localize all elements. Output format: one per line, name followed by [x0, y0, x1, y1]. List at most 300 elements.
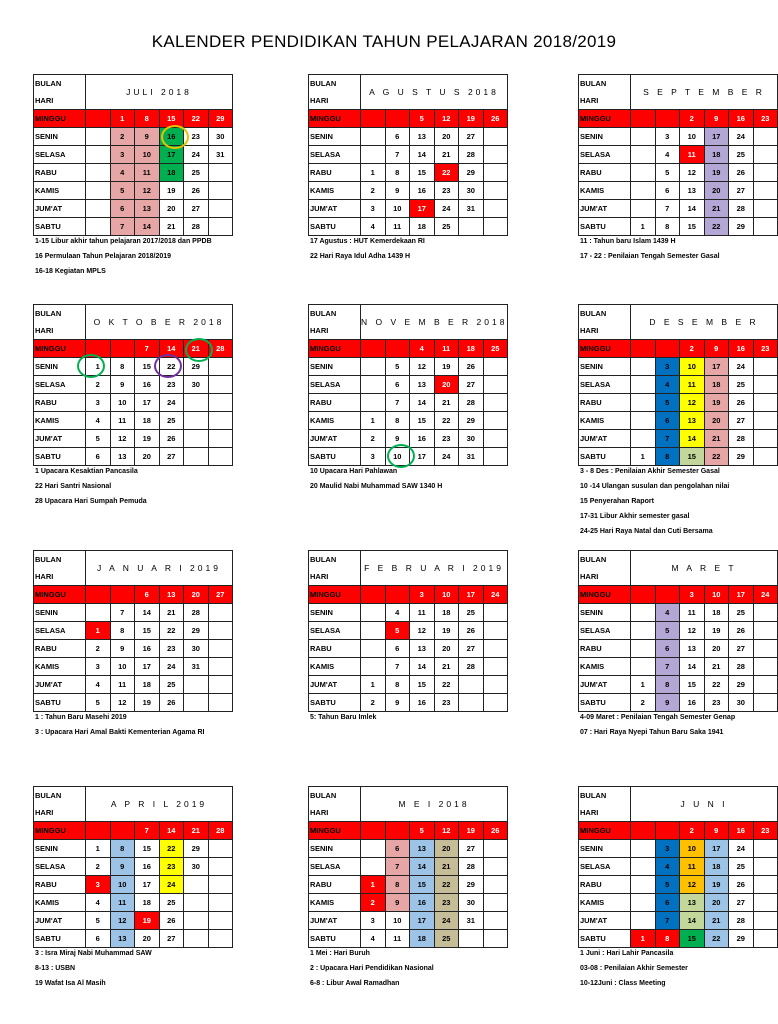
hari-label: HARI: [309, 92, 361, 110]
minggu-date: 7: [135, 340, 160, 358]
bulan-label: BULAN: [34, 551, 86, 569]
date-cell: 8: [655, 448, 680, 466]
date-cell: 2: [361, 182, 386, 200]
day-label: SELASA: [309, 622, 361, 640]
bulan-label: BULAN: [34, 787, 86, 805]
minggu-label: MINGGU: [309, 110, 361, 128]
minggu-blank: [361, 340, 386, 358]
date-cell: 12: [680, 394, 705, 412]
note-line: 2 : Upacara Hari Pendidikan Nasional: [310, 965, 434, 972]
date-cell: 1: [361, 676, 386, 694]
date-cell: 25: [729, 858, 754, 876]
minggu-date: [385, 340, 410, 358]
minggu-date: 2: [680, 822, 705, 840]
date-cell: 15: [135, 358, 160, 376]
date-cell: [208, 358, 233, 376]
date-cell: 25: [729, 604, 754, 622]
date-cell: [208, 930, 233, 948]
date-cell: 22: [704, 218, 729, 236]
date-cell: 24: [434, 200, 459, 218]
date-cell: 24: [159, 658, 184, 676]
minggu-label: MINGGU: [579, 586, 631, 604]
date-cell: 22: [704, 448, 729, 466]
note-line: 6-8 : Libur Awal Ramadhan: [310, 980, 400, 987]
month-name: F E B R U A R I 2019: [361, 551, 508, 586]
date-cell: 8: [110, 622, 135, 640]
minggu-date: 9: [704, 110, 729, 128]
date-cell: [184, 876, 209, 894]
date-cell: 29: [729, 218, 754, 236]
date-cell: 1: [631, 218, 656, 236]
minggu-date: 14: [159, 822, 184, 840]
day-label: SABTU: [579, 694, 631, 712]
note-line: 3 - 8 Des : Penilaian Akhir Semester Gasal: [580, 468, 720, 475]
date-cell: [753, 394, 778, 412]
date-cell: [631, 430, 656, 448]
month-name: J U N I: [631, 787, 778, 822]
date-cell: [753, 894, 778, 912]
date-cell: [631, 128, 656, 146]
day-label: RABU: [309, 876, 361, 894]
note-line: 5: Tahun Baru Imlek: [310, 714, 377, 721]
month-name: M A R E T: [631, 551, 778, 586]
date-cell: 28: [184, 218, 209, 236]
month-table: [578, 74, 778, 236]
date-cell: 1: [86, 622, 111, 640]
month-table: [308, 304, 508, 466]
date-cell: [361, 128, 386, 146]
day-label: SENIN: [579, 604, 631, 622]
date-cell: 15: [680, 930, 705, 948]
date-cell: 5: [655, 164, 680, 182]
day-label: SELASA: [579, 146, 631, 164]
note-line: 8-13 : USBN: [35, 965, 76, 972]
date-cell: [86, 200, 111, 218]
date-cell: 30: [208, 128, 233, 146]
day-label: SABTU: [579, 448, 631, 466]
date-cell: 15: [410, 412, 435, 430]
date-cell: 10: [680, 358, 705, 376]
month-calendar: [33, 74, 243, 240]
date-cell: 2: [361, 694, 386, 712]
date-cell: [631, 182, 656, 200]
day-label: JUM'AT: [34, 912, 86, 930]
day-label: SELASA: [309, 376, 361, 394]
date-cell: 25: [159, 676, 184, 694]
month-notes: [580, 466, 766, 541]
minggu-date: 20: [184, 586, 209, 604]
day-label: JUM'AT: [579, 676, 631, 694]
date-cell: 8: [655, 218, 680, 236]
date-cell: 4: [655, 858, 680, 876]
date-cell: 7: [385, 394, 410, 412]
date-cell: 20: [434, 376, 459, 394]
date-cell: 4: [361, 218, 386, 236]
minggu-label: MINGGU: [34, 110, 86, 128]
month-table: [33, 550, 233, 712]
minggu-blank: [361, 110, 386, 128]
date-cell: [208, 658, 233, 676]
note-line: 19 Wafat Isa Al Masih: [35, 980, 106, 987]
date-cell: 20: [704, 894, 729, 912]
minggu-blank: [361, 586, 386, 604]
date-cell: 4: [385, 604, 410, 622]
date-cell: 14: [680, 200, 705, 218]
minggu-date: 19: [459, 822, 484, 840]
minggu-date: 5: [410, 110, 435, 128]
date-cell: 17: [135, 394, 160, 412]
minggu-date: 17: [459, 586, 484, 604]
date-cell: [483, 676, 508, 694]
date-cell: 11: [680, 376, 705, 394]
date-cell: [361, 640, 386, 658]
date-cell: 18: [135, 412, 160, 430]
month-notes: [580, 948, 766, 993]
date-cell: 6: [385, 376, 410, 394]
note-line: 17 Agustus : HUT Kemerdekaan RI: [310, 238, 425, 245]
minggu-blank: [631, 340, 656, 358]
date-cell: 22: [434, 164, 459, 182]
date-cell: [459, 930, 484, 948]
date-cell: 26: [729, 622, 754, 640]
date-cell: [483, 694, 508, 712]
date-cell: 30: [459, 182, 484, 200]
date-cell: 18: [704, 376, 729, 394]
date-cell: [753, 694, 778, 712]
date-cell: [753, 376, 778, 394]
date-cell: 12: [680, 876, 705, 894]
note-line: 28 Upacara Hari Sumpah Pemuda: [35, 498, 147, 505]
date-cell: [483, 412, 508, 430]
date-cell: 4: [655, 146, 680, 164]
date-cell: [208, 912, 233, 930]
date-cell: 25: [159, 412, 184, 430]
date-cell: 14: [410, 658, 435, 676]
page-title: KALENDER PENDIDIKAN TAHUN PELAJARAN 2018/2019: [151, 32, 617, 51]
date-cell: [483, 358, 508, 376]
month-calendar: [308, 74, 518, 240]
date-cell: 6: [655, 894, 680, 912]
minggu-label: MINGGU: [34, 586, 86, 604]
day-label: RABU: [34, 876, 86, 894]
date-cell: 11: [110, 676, 135, 694]
date-cell: [631, 894, 656, 912]
date-cell: 17: [410, 200, 435, 218]
minggu-blank: [86, 110, 111, 128]
hari-label: HARI: [579, 322, 631, 340]
date-cell: [86, 218, 111, 236]
bulan-label: BULAN: [34, 305, 86, 323]
date-cell: 29: [184, 622, 209, 640]
month-name: J A N U A R I 2019: [86, 551, 233, 586]
date-cell: 18: [704, 858, 729, 876]
minggu-label: MINGGU: [309, 822, 361, 840]
date-cell: 28: [184, 604, 209, 622]
minggu-date: 8: [135, 110, 160, 128]
date-cell: 13: [680, 640, 705, 658]
date-cell: 30: [184, 376, 209, 394]
month-notes: [35, 466, 300, 511]
month-calendar: [33, 550, 243, 716]
day-label: SABTU: [309, 448, 361, 466]
date-cell: 28: [459, 146, 484, 164]
month-notes: [35, 948, 300, 993]
minggu-date: 6: [135, 586, 160, 604]
date-cell: [631, 164, 656, 182]
date-cell: [208, 182, 233, 200]
date-cell: [184, 676, 209, 694]
minggu-date: [110, 340, 135, 358]
date-cell: 13: [410, 376, 435, 394]
hari-label: HARI: [309, 804, 361, 822]
date-cell: 13: [680, 894, 705, 912]
day-label: JUM'AT: [309, 430, 361, 448]
date-cell: 7: [655, 200, 680, 218]
date-cell: [483, 430, 508, 448]
date-cell: [483, 604, 508, 622]
date-cell: [483, 658, 508, 676]
minggu-blank: [86, 822, 111, 840]
date-cell: 12: [680, 622, 705, 640]
date-cell: 29: [459, 164, 484, 182]
date-cell: 2: [361, 430, 386, 448]
date-cell: 5: [655, 876, 680, 894]
date-cell: [753, 448, 778, 466]
day-label: SENIN: [34, 128, 86, 146]
date-cell: 9: [655, 694, 680, 712]
month-table: [308, 550, 508, 712]
date-cell: 16: [135, 640, 160, 658]
note-line: 20 Maulid Nabi Muhammad SAW 1340 H: [310, 483, 443, 490]
date-cell: 26: [159, 430, 184, 448]
date-cell: [631, 658, 656, 676]
date-cell: [631, 412, 656, 430]
note-line: 1 : Tahun Baru Masehi 2019: [35, 714, 127, 721]
day-label: SABTU: [34, 694, 86, 712]
date-cell: 1: [86, 358, 111, 376]
date-cell: 7: [385, 658, 410, 676]
date-cell: 2: [86, 858, 111, 876]
date-cell: [753, 930, 778, 948]
bulan-label: BULAN: [309, 305, 361, 323]
bulan-label: BULAN: [579, 787, 631, 805]
date-cell: [361, 358, 386, 376]
day-label: SELASA: [34, 858, 86, 876]
day-label: JUM'AT: [579, 200, 631, 218]
date-cell: 6: [655, 640, 680, 658]
date-cell: [86, 164, 111, 182]
note-line: 16-18 Kegiatan MPLS: [35, 268, 106, 275]
date-cell: 21: [704, 658, 729, 676]
date-cell: 28: [729, 912, 754, 930]
date-cell: 26: [159, 694, 184, 712]
month-calendar: [578, 74, 768, 240]
date-cell: 10: [385, 912, 410, 930]
date-cell: 7: [110, 218, 135, 236]
month-table: [33, 304, 233, 466]
date-cell: 27: [459, 640, 484, 658]
date-cell: 19: [704, 394, 729, 412]
date-cell: [631, 376, 656, 394]
date-cell: 27: [729, 640, 754, 658]
date-cell: [483, 376, 508, 394]
minggu-date: 3: [680, 586, 705, 604]
minggu-date: 26: [483, 822, 508, 840]
date-cell: 1: [631, 930, 656, 948]
date-cell: [631, 394, 656, 412]
date-cell: 31: [184, 658, 209, 676]
day-label: SABTU: [579, 930, 631, 948]
month-calendar: [33, 786, 243, 952]
date-cell: 22: [434, 412, 459, 430]
date-cell: [184, 930, 209, 948]
day-label: SENIN: [34, 604, 86, 622]
day-label: JUM'AT: [579, 912, 631, 930]
date-cell: [753, 876, 778, 894]
date-cell: 23: [159, 858, 184, 876]
minggu-date: 24: [753, 586, 778, 604]
date-cell: 14: [680, 430, 705, 448]
date-cell: [361, 858, 386, 876]
date-cell: 16: [410, 894, 435, 912]
date-cell: 3: [86, 876, 111, 894]
date-cell: [361, 840, 386, 858]
note-line: 10-12Juni : Class Meeting: [580, 980, 666, 987]
month-calendar: [33, 304, 243, 470]
date-cell: 11: [110, 894, 135, 912]
date-cell: [459, 694, 484, 712]
date-cell: [86, 604, 111, 622]
date-cell: 13: [680, 182, 705, 200]
date-cell: 23: [704, 694, 729, 712]
date-cell: 1: [361, 164, 386, 182]
date-cell: 14: [680, 912, 705, 930]
minggu-date: 16: [729, 110, 754, 128]
date-cell: 6: [385, 128, 410, 146]
day-label: SABTU: [579, 218, 631, 236]
date-cell: 26: [729, 164, 754, 182]
minggu-label: MINGGU: [34, 340, 86, 358]
date-cell: 6: [110, 200, 135, 218]
date-cell: 11: [135, 164, 160, 182]
date-cell: 13: [110, 930, 135, 948]
date-cell: 14: [680, 658, 705, 676]
date-cell: 31: [459, 448, 484, 466]
date-cell: 18: [159, 164, 184, 182]
day-label: SENIN: [309, 840, 361, 858]
month-calendar: [578, 786, 768, 952]
date-cell: 18: [135, 894, 160, 912]
day-label: RABU: [579, 394, 631, 412]
note-line: 22 Hari Raya Idul Adha 1439 H: [310, 253, 411, 260]
bulan-label: BULAN: [309, 75, 361, 93]
date-cell: 13: [410, 640, 435, 658]
date-cell: 8: [110, 840, 135, 858]
date-cell: 2: [631, 694, 656, 712]
minggu-date: 1: [110, 110, 135, 128]
note-line: 4-09 Maret : Penilaian Tengah Semester Genap: [580, 714, 736, 721]
minggu-date: 9: [704, 340, 729, 358]
date-cell: 11: [680, 604, 705, 622]
date-cell: 22: [434, 876, 459, 894]
date-cell: 19: [434, 622, 459, 640]
minggu-blank: [631, 586, 656, 604]
date-cell: 10: [110, 658, 135, 676]
date-cell: 29: [729, 930, 754, 948]
month-table: [308, 74, 508, 236]
date-cell: 22: [704, 930, 729, 948]
note-line: 1-15 Libur akhir tahun pelajaran 2017/2018 dan PPDB: [35, 238, 212, 245]
date-cell: 7: [385, 146, 410, 164]
date-cell: 9: [110, 376, 135, 394]
date-cell: 26: [159, 912, 184, 930]
minggu-date: [385, 110, 410, 128]
date-cell: 10: [385, 448, 410, 466]
day-label: SELASA: [309, 146, 361, 164]
day-label: SELASA: [309, 858, 361, 876]
date-cell: [459, 676, 484, 694]
minggu-date: 12: [434, 110, 459, 128]
date-cell: [631, 876, 656, 894]
date-cell: 17: [704, 128, 729, 146]
bulan-label: BULAN: [579, 305, 631, 323]
month-notes: [580, 712, 766, 742]
day-label: SABTU: [34, 448, 86, 466]
minggu-blank: [631, 110, 656, 128]
date-cell: [631, 622, 656, 640]
date-cell: [208, 676, 233, 694]
date-cell: 1: [86, 840, 111, 858]
date-cell: 20: [159, 200, 184, 218]
date-cell: 11: [385, 930, 410, 948]
date-cell: 6: [655, 412, 680, 430]
date-cell: [86, 128, 111, 146]
date-cell: 25: [434, 218, 459, 236]
date-cell: 10: [680, 128, 705, 146]
date-cell: 5: [86, 912, 111, 930]
month-notes: [580, 236, 766, 266]
note-line: 3 : Upacara Hari Amal Bakti Kementerian Agama RI: [35, 729, 205, 736]
date-cell: 27: [729, 412, 754, 430]
day-label: SELASA: [579, 858, 631, 876]
minggu-date: 2: [680, 340, 705, 358]
date-cell: 3: [110, 146, 135, 164]
minggu-date: 25: [483, 340, 508, 358]
date-cell: 13: [135, 200, 160, 218]
date-cell: 1: [631, 448, 656, 466]
date-cell: [483, 200, 508, 218]
date-cell: 21: [159, 218, 184, 236]
date-cell: 31: [208, 146, 233, 164]
date-cell: 15: [135, 840, 160, 858]
note-line: 22 Hari Santri Nasional: [35, 483, 112, 490]
date-cell: [753, 164, 778, 182]
date-cell: 3: [86, 394, 111, 412]
date-cell: [208, 640, 233, 658]
minggu-date: 22: [184, 110, 209, 128]
date-cell: 3: [655, 840, 680, 858]
month-table: [578, 304, 778, 466]
month-calendar: [308, 550, 518, 716]
date-cell: 9: [110, 858, 135, 876]
date-cell: [208, 448, 233, 466]
date-cell: 21: [434, 658, 459, 676]
date-cell: 20: [434, 640, 459, 658]
date-cell: 20: [135, 930, 160, 948]
bulan-label: BULAN: [309, 551, 361, 569]
minggu-date: 28: [208, 822, 233, 840]
date-cell: [208, 200, 233, 218]
